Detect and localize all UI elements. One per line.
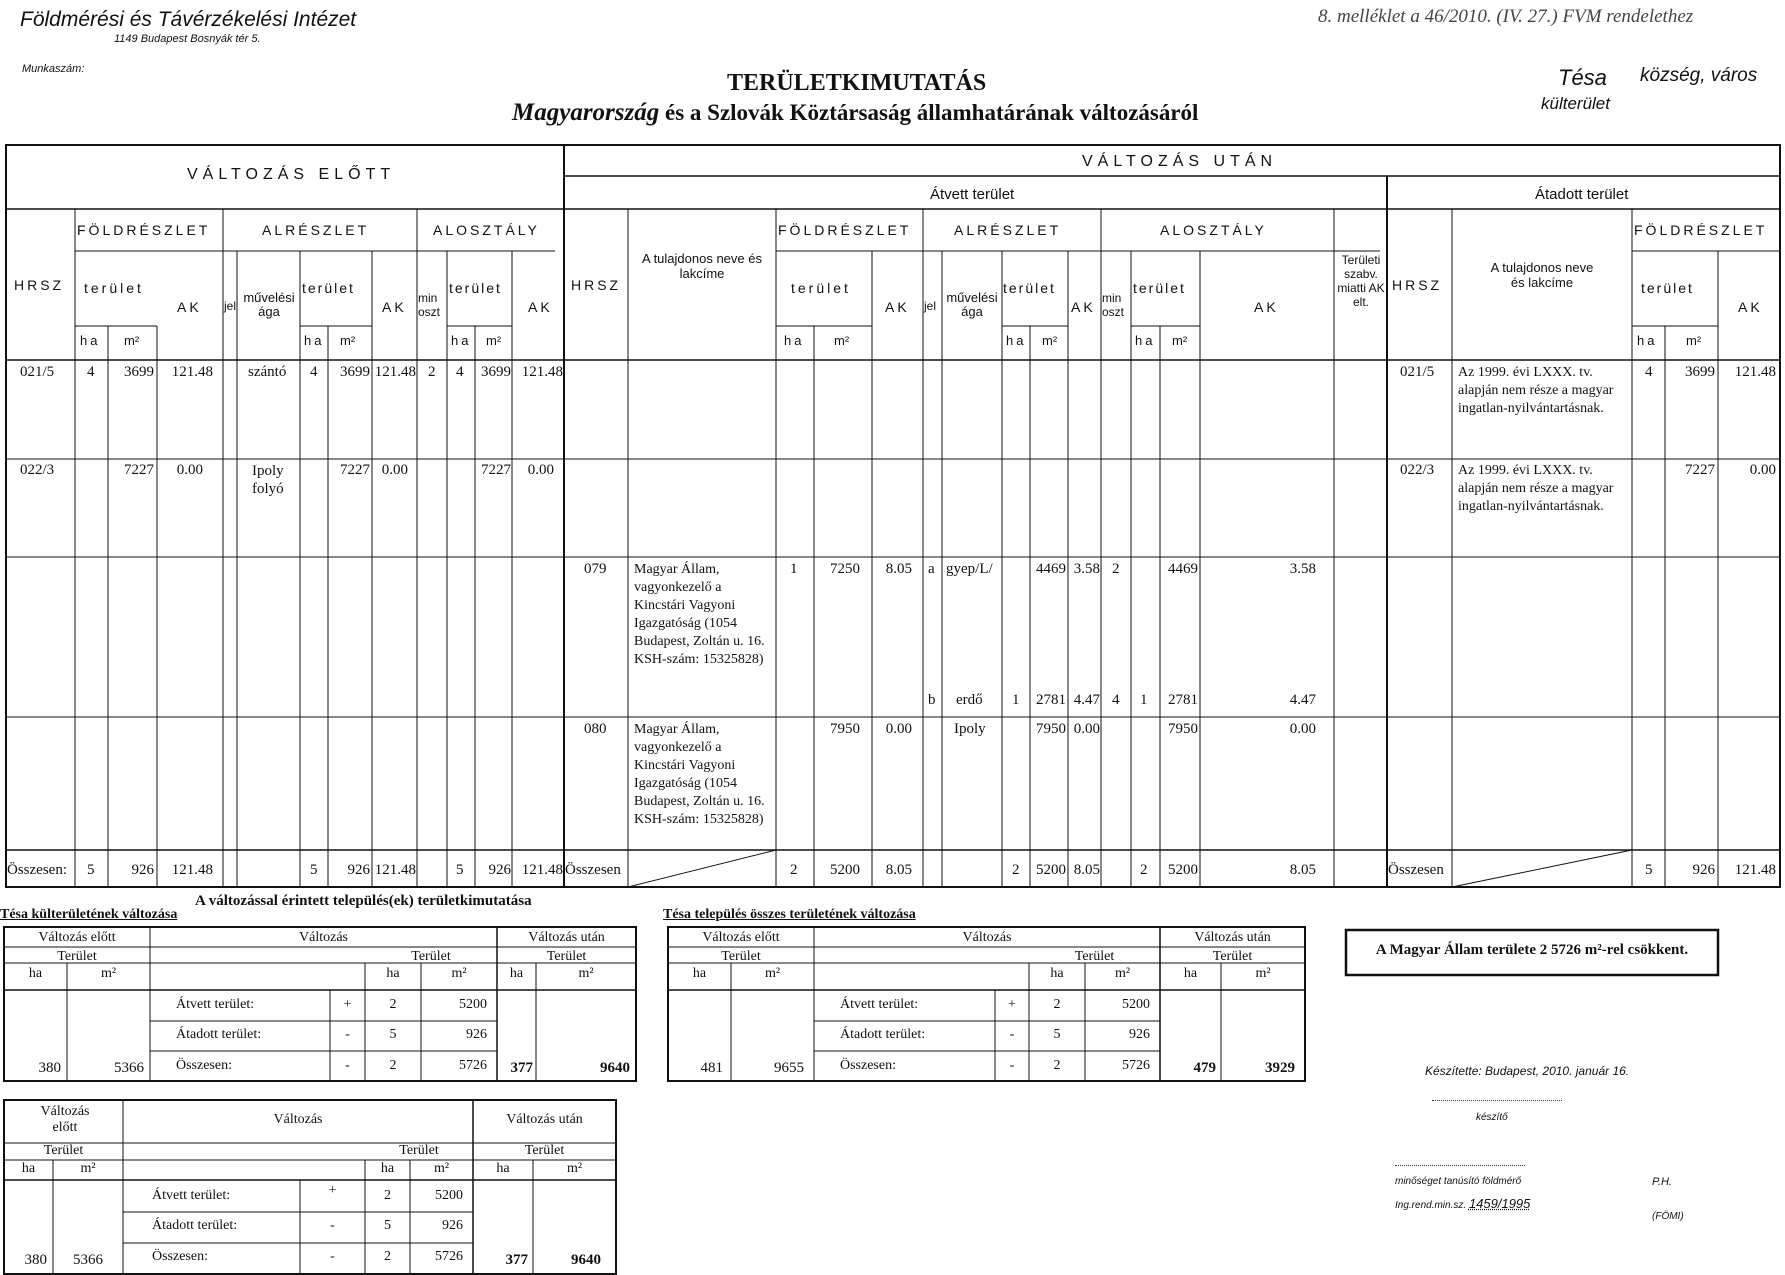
total-label: Összesen <box>565 862 621 878</box>
header-ha: ha <box>1135 333 1156 348</box>
row-received-label: Átvett terület: <box>176 997 255 1012</box>
cell-m2: 2781 <box>1168 692 1198 708</box>
header-area: terület <box>449 280 502 296</box>
header-ha: ha <box>80 333 101 348</box>
cell-m2: 5200 <box>1122 997 1150 1012</box>
header-ak: AK <box>528 299 553 315</box>
state-area-note: A Magyar Állam területe 2 5726 m²-rel csökkent. <box>1375 942 1689 958</box>
header-subclass-before: ALOSZTÁLY <box>433 222 540 238</box>
header-parcel-received: FÖLDRÉSZLET <box>778 222 912 238</box>
col-m2: m² <box>1114 966 1131 981</box>
cell-ak: 0.00 <box>1073 721 1100 737</box>
sign-minus: - <box>345 1058 350 1073</box>
surveyor-signature-line <box>1395 1165 1525 1166</box>
header-m2: m² <box>486 333 502 348</box>
cell-cultivation: szántó <box>248 364 287 380</box>
registration-prefix: Ing.rend.min.sz. <box>1395 1200 1467 1211</box>
job-number-label: Munkaszám: <box>22 63 85 75</box>
cell-m2: 5200 <box>1168 862 1198 878</box>
cell-m2: 926 <box>466 1027 487 1042</box>
sign-minus: - <box>330 1249 335 1264</box>
settlement-name: Tésa <box>1558 65 1607 90</box>
cell-m2: 4469 <box>1168 561 1198 577</box>
maker-label: készítő <box>1476 1112 1508 1123</box>
cell-hrsz: 022/3 <box>1400 462 1435 478</box>
cell-ak: 0.00 <box>176 462 203 478</box>
cell-m2: 3699 <box>481 364 511 380</box>
header-std-deviation: Területi szabv. miatti AK elt. <box>1337 253 1385 309</box>
sign-plus: + <box>328 1183 337 1198</box>
cell-ak: 8.05 <box>1289 862 1316 878</box>
row-transferred-label: Átadott terület: <box>840 1027 926 1042</box>
total-label: Összesen: <box>7 862 67 878</box>
header-ak: AK <box>1738 299 1763 315</box>
header-m2: m² <box>834 333 850 348</box>
cell-cultivation: Ipoly <box>954 721 986 737</box>
cell-ak: 8.05 <box>1073 862 1100 878</box>
cell-m2: 7227 <box>481 462 511 478</box>
before-m2: 5366 <box>114 1060 144 1076</box>
cell-cultivation: Ipoly folyó <box>252 463 284 497</box>
area-type: külterület <box>1541 94 1610 113</box>
header-area: terület <box>1641 280 1694 296</box>
before-ha: 380 <box>24 1252 47 1268</box>
cell-ha: 2 <box>1053 997 1061 1012</box>
cell-ha: 1 <box>1012 692 1020 708</box>
col-ha: ha <box>1050 966 1064 981</box>
header-ak: AK <box>1254 299 1279 315</box>
table1-title: Tésa külterületének változása <box>0 907 178 922</box>
col-m2: m² <box>566 1161 583 1176</box>
cell-ha: 2 <box>384 1188 391 1203</box>
cell-ha: 2 <box>1053 1058 1061 1073</box>
header-cultivation: művelési ága <box>946 290 998 319</box>
cell-m2: 5200 <box>459 997 487 1012</box>
maker-signature-line <box>1432 1100 1562 1101</box>
cell-hrsz: 022/3 <box>20 462 55 478</box>
col-area: Terület <box>1074 949 1115 964</box>
col-change: Változás <box>273 1112 323 1127</box>
cell-ha: 4 <box>87 364 95 380</box>
col-area: Terület <box>43 1143 84 1158</box>
cell-ak: 3.58 <box>1289 561 1316 577</box>
col-m2: m² <box>578 966 594 981</box>
cell-owner: Magyar Állam, vagyonkezelő a Kincstári Vagyoni Igazgatóság (1054 Budapest, Zoltán u. 16. KSH-szám: 15325828) <box>634 722 765 827</box>
header-ak: AK <box>382 299 407 315</box>
cell-ak: 8.05 <box>885 561 912 577</box>
certifying-surveyor-label: minőséget tanúsító földmérő <box>1395 1176 1522 1187</box>
cell-cultivation: erdő <box>956 692 983 708</box>
before-m2: 9655 <box>774 1060 804 1076</box>
after-ha: 479 <box>1193 1060 1216 1076</box>
header-area: terület <box>302 280 355 296</box>
annex-reference: 8. melléklet a 46/2010. (IV. 27.) FVM rendelethez <box>1318 6 1694 27</box>
header-min-oszt: min oszt <box>418 291 441 319</box>
col-m2: m² <box>80 1161 96 1176</box>
row-received-label: Átvett terület: <box>152 1188 231 1203</box>
header-subparcel-before: ALRÉSZLET <box>262 222 370 238</box>
header-area: terület <box>1133 280 1186 296</box>
header-jel: jel <box>224 299 237 313</box>
col-m2: m² <box>451 966 467 981</box>
cell-hrsz: 080 <box>584 721 607 737</box>
header-m2: m² <box>340 333 356 348</box>
cell-ha: 2 <box>389 1058 397 1073</box>
institute-name: Földmérési és Távérzékelési Intézet <box>20 8 357 31</box>
before-ha: 380 <box>38 1060 61 1076</box>
document-title: TERÜLETKIMUTATÁS <box>727 70 987 96</box>
col-change: Változás <box>299 930 348 945</box>
cell-ak: 121.48 <box>1734 862 1776 878</box>
cell-m2: 926 <box>131 862 154 878</box>
col-before: Változás előtt <box>40 1104 90 1135</box>
cell-m2: 7950 <box>1036 721 1066 737</box>
header-owner: A tulajdonos neve és lakcíme <box>1490 260 1594 290</box>
cell-m2: 3699 <box>340 364 370 380</box>
col-before: Változás előtt <box>38 930 116 945</box>
cell-m2: 5726 <box>1122 1058 1150 1073</box>
cell-ak: 4.47 <box>1289 692 1316 708</box>
col-ha: ha <box>380 1161 395 1176</box>
col-after: Változás után <box>528 930 605 945</box>
cell-ak: 121.48 <box>1734 364 1776 380</box>
cell-ha: 5 <box>87 862 95 878</box>
cell-min-oszt: 4 <box>1112 692 1120 708</box>
cell-m2: 5726 <box>435 1249 463 1264</box>
col-ha: ha <box>1183 966 1198 981</box>
cell-m2: 926 <box>442 1218 463 1233</box>
registration-number: 1459/1995 <box>1468 1196 1531 1211</box>
row-transferred-label: Átadott terület: <box>152 1218 238 1233</box>
header-received-area: Átvett terület <box>930 186 1015 203</box>
cell-ha: 5 <box>389 1027 397 1042</box>
cell-ha: 2 <box>1140 862 1148 878</box>
cell-m2: 7227 <box>340 462 370 478</box>
summary-title: A változással érintett település(ek) területkimutatása <box>195 893 532 909</box>
cell-m2: 3699 <box>124 364 154 380</box>
cell-m2: 926 <box>347 862 370 878</box>
fomi-label: (FÖMI) <box>1652 1211 1684 1222</box>
row-received-label: Átvett terület: <box>840 997 919 1012</box>
col-after: Változás után <box>1194 930 1271 945</box>
cell-m2: 4469 <box>1036 561 1066 577</box>
header-hrsz-transferred: HRSZ <box>1392 277 1443 293</box>
col-m2: m² <box>100 966 117 981</box>
header-ak: AK <box>885 299 910 315</box>
cell-ha: 5 <box>384 1218 391 1233</box>
sign-minus: - <box>1009 1058 1015 1073</box>
header-hrsz-received: HRSZ <box>571 277 622 293</box>
header-area: terület <box>84 280 144 296</box>
cell-ha: 5 <box>310 862 318 878</box>
header-jel: jel <box>924 299 937 313</box>
sign-minus: - <box>1009 1027 1015 1042</box>
row-total-label: Összesen: <box>176 1058 232 1073</box>
header-m2: m² <box>124 333 140 348</box>
cell-ha: 1 <box>1140 692 1148 708</box>
cell-m2: 5726 <box>459 1058 487 1073</box>
cell-m2: 5200 <box>1036 862 1066 878</box>
after-m2: 3929 <box>1265 1060 1295 1076</box>
cell-m2: 7227 <box>124 462 154 478</box>
header-ha: ha <box>304 333 325 348</box>
cell-min-oszt: 2 <box>1112 561 1120 577</box>
cell-m2: 7227 <box>1685 462 1715 478</box>
cell-ha: 4 <box>1645 364 1653 380</box>
col-m2: m² <box>433 1161 450 1176</box>
cell-ha: 4 <box>310 364 318 380</box>
cell-owner: Az 1999. évi LXXX. tv. alapján nem része a magyar ingatlan-nyilvántartásnak. <box>1458 463 1614 514</box>
registration-label <box>1395 1196 1530 1211</box>
cell-m2: 926 <box>1692 862 1715 878</box>
prepared-date: Készítette: Budapest, 2010. január 16. <box>1425 1064 1630 1078</box>
cell-hrsz: 021/5 <box>1400 364 1435 380</box>
cell-ak: 8.05 <box>885 862 912 878</box>
after-m2: 9640 <box>600 1060 630 1076</box>
col-area: Terület <box>399 1143 439 1158</box>
header-m2: m² <box>1172 333 1188 348</box>
cell-ak: 121.48 <box>171 364 213 380</box>
header-subclass-received: ALOSZTÁLY <box>1160 222 1267 238</box>
col-area: Terület <box>57 949 97 964</box>
row-transferred-label: Átadott terület: <box>176 1027 262 1042</box>
cell-m2: 3699 <box>1685 364 1715 380</box>
cell-m2: 926 <box>1129 1027 1150 1042</box>
col-m2: m² <box>1255 966 1271 981</box>
header-ha: ha <box>451 333 472 348</box>
col-ha: ha <box>28 966 43 981</box>
col-area: Terület <box>524 1143 565 1158</box>
institute-address: 1149 Budapest Bosnyák tér 5. <box>114 33 261 45</box>
col-before: Változás előtt <box>702 930 780 945</box>
header-cultivation: művelési ága <box>243 290 295 319</box>
header-before: VÁLTOZÁS ELŐTT <box>187 166 396 183</box>
before-ha: 481 <box>700 1060 723 1076</box>
cell-owner: Az 1999. évi LXXX. tv. alapján nem része a magyar ingatlan-nyilvántartásnak. <box>1458 365 1614 416</box>
cell-ak: 0.00 <box>381 462 408 478</box>
col-change: Változás <box>962 930 1012 945</box>
header-after: VÁLTOZÁS UTÁN <box>1082 153 1278 170</box>
cell-cultivation: gyep/L/ <box>946 561 993 577</box>
col-area: Terület <box>1212 949 1253 964</box>
cell-m2: 5200 <box>435 1188 463 1203</box>
col-after: Változás után <box>506 1112 583 1127</box>
header-transferred-area: Átadott terület <box>1535 186 1629 203</box>
table2-title: Tésa település összes területének változása <box>663 907 916 922</box>
header-area: terület <box>1003 280 1056 296</box>
col-area: Terület <box>546 949 587 964</box>
cell-owner: Magyar Állam, vagyonkezelő a Kincstári Vagyoni Igazgatóság (1054 Budapest, Zoltán u. 16. KSH-szám: 15325828) <box>634 562 765 667</box>
cell-ak: 0.00 <box>885 721 912 737</box>
cell-m2: 926 <box>488 862 511 878</box>
cell-ha: 5 <box>1645 862 1653 878</box>
cell-ak: 0.00 <box>527 462 554 478</box>
settlement-type: község, város <box>1640 65 1758 86</box>
cell-min-oszt: 2 <box>428 364 436 380</box>
cell-ak: 121.48 <box>521 862 563 878</box>
cell-ak: 121.48 <box>521 364 563 380</box>
cell-jel: a <box>928 561 935 577</box>
after-ha: 377 <box>505 1252 528 1268</box>
cell-ak: 3.58 <box>1073 561 1100 577</box>
header-ak: AK <box>177 299 202 315</box>
header-m2: m² <box>1042 333 1058 348</box>
header-hrsz-before: HRSZ <box>14 277 65 293</box>
col-area: Terület <box>411 949 451 964</box>
row-total-label: Összesen: <box>840 1058 896 1073</box>
header-ha: ha <box>1006 333 1027 348</box>
header-parcel-before: FÖLDRÉSZLET <box>77 222 211 238</box>
cell-ak: 4.47 <box>1073 692 1100 708</box>
cell-ha: 5 <box>1053 1027 1061 1042</box>
cell-jel: b <box>928 692 936 708</box>
before-m2: 5366 <box>73 1252 103 1268</box>
header-ha: ha <box>784 333 805 348</box>
total-label: Összesen <box>1388 862 1444 878</box>
sign-plus: + <box>1008 997 1016 1012</box>
header-ak: AK <box>1071 299 1096 315</box>
sign-minus: - <box>345 1027 350 1042</box>
after-ha: 377 <box>510 1060 533 1076</box>
after-m2: 9640 <box>571 1252 601 1268</box>
row-total-label: Összesen: <box>152 1249 208 1264</box>
header-m2: m² <box>1686 333 1702 348</box>
cell-m2: 5200 <box>830 862 860 878</box>
stamp-label: P.H. <box>1652 1176 1672 1188</box>
cell-m2: 7250 <box>830 561 860 577</box>
header-min-oszt: min oszt <box>1102 291 1125 319</box>
sign-minus: - <box>330 1218 335 1233</box>
cell-ha: 2 <box>790 862 798 878</box>
cell-hrsz: 079 <box>584 561 607 577</box>
col-ha: ha <box>21 1161 36 1176</box>
header-parcel-transferred: FÖLDRÉSZLET <box>1634 222 1768 238</box>
header-owner: A tulajdonos neve és lakcíme <box>642 251 762 281</box>
cell-ha: 2 <box>1012 862 1020 878</box>
cell-ha: 2 <box>389 997 397 1012</box>
header-ha: ha <box>1637 333 1658 348</box>
cell-ak: 121.48 <box>374 862 416 878</box>
cell-ha: 1 <box>790 561 798 577</box>
cell-m2: 7950 <box>1168 721 1198 737</box>
cell-ha: 5 <box>456 862 464 878</box>
col-ha: ha <box>509 966 524 981</box>
header-area: terület <box>791 280 851 296</box>
cell-ak: 121.48 <box>171 862 213 878</box>
cell-hrsz: 021/5 <box>20 364 55 380</box>
cell-ha: 2 <box>384 1249 391 1264</box>
cell-m2: 2781 <box>1036 692 1066 708</box>
header-subparcel-received: ALRÉSZLET <box>954 222 1062 238</box>
cell-ha: 4 <box>456 364 464 380</box>
col-m2: m² <box>764 966 781 981</box>
sign-plus: + <box>343 997 352 1012</box>
cell-ak: 121.48 <box>374 364 416 380</box>
cell-ak: 0.00 <box>1749 462 1776 478</box>
col-area: Terület <box>721 949 761 964</box>
cell-ak: 0.00 <box>1289 721 1316 737</box>
subtitle-text: és a Szlovák Köztársaság államhatárának változásáról <box>665 100 1199 125</box>
cell-m2: 7950 <box>830 721 860 737</box>
col-ha: ha <box>496 1161 510 1176</box>
col-ha: ha <box>386 966 400 981</box>
col-ha: ha <box>692 966 707 981</box>
subtitle-country: Magyarország <box>512 99 660 126</box>
